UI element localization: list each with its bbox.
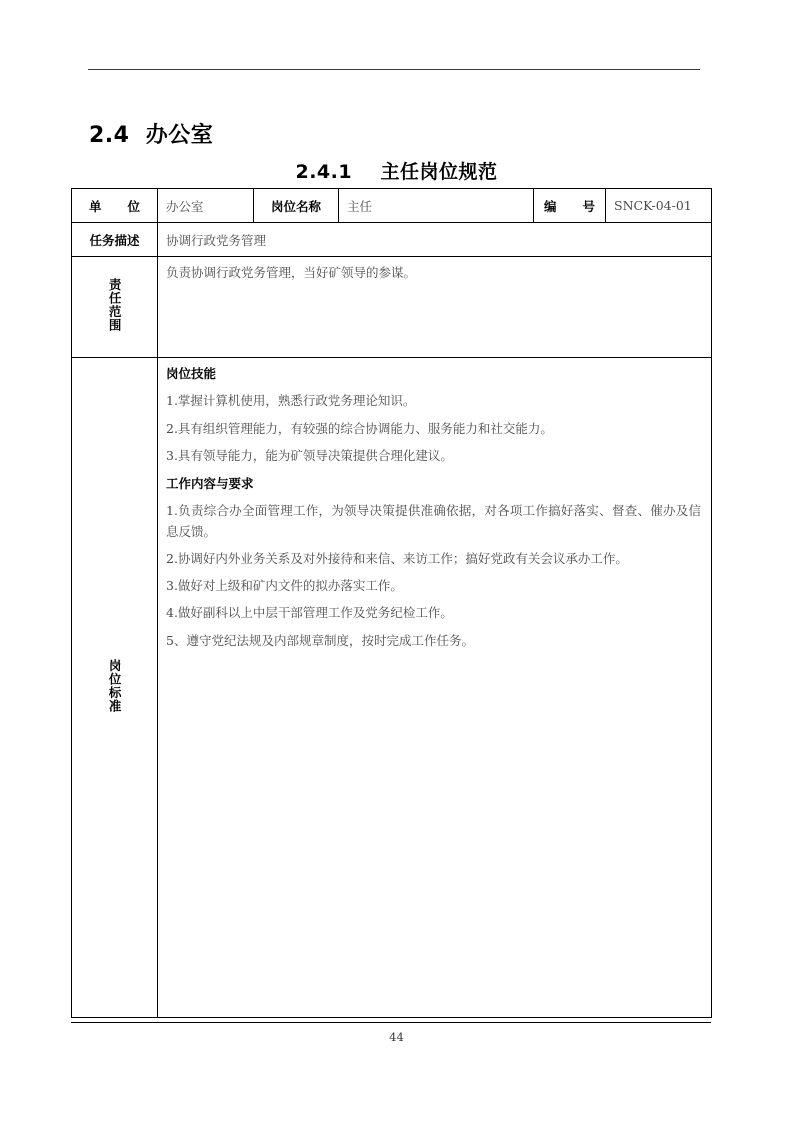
value-position-name: 主任 — [339, 189, 534, 223]
section-heading: 2.4 办公室 — [89, 123, 214, 148]
value-job-standard-cell — [158, 358, 712, 1018]
standard-item-skill-1: 1.掌握计算机使用，熟悉行政党务理论知识。 — [166, 393, 416, 409]
header-rule — [88, 69, 700, 70]
label-code: 编 号 — [534, 189, 606, 223]
footer-rule — [71, 1022, 711, 1023]
standard-item-duty-5: 5、遵守党纪法规及内部规章制度，按时完成工作任务。 — [166, 632, 474, 648]
label-job-standard-cell — [72, 358, 158, 1018]
value-unit: 办公室 — [158, 189, 254, 223]
standard-item-skill-3: 3.具有领导能力，能为矿领导决策提供合理化建议。 — [166, 447, 453, 463]
job-specification-table — [71, 188, 712, 1018]
table-row-task — [72, 223, 712, 257]
label-position-name: 岗位名称 — [254, 189, 339, 223]
standard-heading-skills: 岗位技能 — [166, 366, 217, 381]
table-row-responsibility — [72, 257, 712, 358]
standard-item-duty-4: 4.做好副科以上中层干部管理工作及党务纪检工作。 — [166, 605, 453, 621]
standard-heading-duties: 工作内容与要求 — [166, 476, 254, 491]
label-responsibility-scope-cell — [72, 257, 158, 358]
standard-item-skill-2: 2.具有组织管理能力，有较强的综合协调能力、服务能力和社交能力。 — [166, 420, 553, 436]
table-row-unit — [72, 189, 712, 223]
value-responsibility-scope: 负责协调行政党务管理，当好矿领导的参谋。 — [166, 265, 417, 280]
table-row-standard — [72, 358, 712, 1018]
sub-heading: 2.4.1 主任岗位规范 — [295, 161, 498, 183]
value-responsibility-scope-cell — [158, 257, 712, 358]
label-job-standard: 岗位标准 — [107, 658, 123, 713]
label-unit: 单 位 — [72, 189, 158, 223]
value-code: SNCK-04-01 — [606, 189, 712, 223]
standard-item-duty-3: 3.做好对上级和矿内文件的拟办落实工作。 — [166, 578, 403, 593]
page-number: 44 — [389, 1030, 404, 1044]
standard-item-duty-2: 2.协调好内外业务关系及对外接待和来信、来访工作；搞好党政有关会议承办工作。 — [166, 550, 628, 566]
standard-item-duty-1: 1.负责综合办全面管理工作，为领导决策提供准确依据，对各项工作搞好落实、督查、催办及信息反馈。 — [166, 503, 701, 539]
label-task-description: 任务描述 — [72, 223, 158, 257]
value-task-description: 协调行政党务管理 — [158, 223, 712, 257]
label-responsibility-scope: 责任范围 — [107, 278, 123, 332]
